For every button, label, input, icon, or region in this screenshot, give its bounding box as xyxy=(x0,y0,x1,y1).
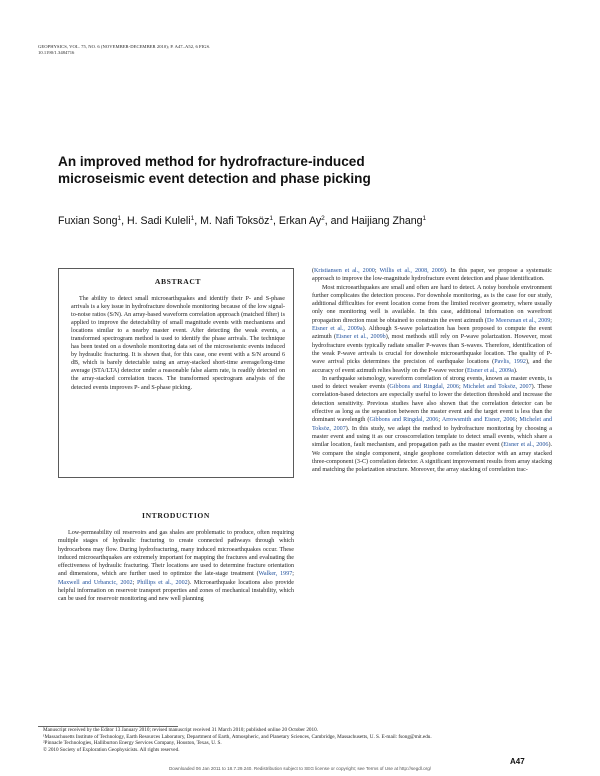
separator: , xyxy=(121,215,127,227)
body-paragraph xyxy=(312,375,552,475)
page-number: A47 xyxy=(510,757,525,766)
journal-citation: GEOPHYSICS, VOL. 75, NO. 6 (NOVEMBER-DECEMBER 2010); P. A47–A52, 6 FIGS. xyxy=(38,44,211,49)
text-run: ; xyxy=(374,268,380,274)
body-paragraph xyxy=(312,284,552,375)
separator: , and xyxy=(324,215,352,227)
text-run: ; xyxy=(515,417,520,424)
affiliation-mark: 1 xyxy=(422,215,427,222)
citation-link[interactable]: Arrowsmith and Eisner, 2006 xyxy=(441,417,516,424)
body-paragraph xyxy=(312,267,552,284)
citation-link[interactable]: Walker, 1997 xyxy=(258,571,293,578)
copyright: © 2010 Society of Exploration Geophysicists. All rights reserved. xyxy=(43,746,180,753)
affiliation-mark: 1 xyxy=(190,215,195,222)
text-run: Low-permeability oil reservoirs and gas shales are problematic to produce, often requiring multiple stages of hydraulic fracturing to create connected pathways through which hydrocarbons may flow. During hydrofracturing, many induced microearthquakes occur. These induced microearthquakes are extremely important for mapping the fractures and evaluating the effectiveness of hydraulic fracturing. Their locations are used to determine fracture orientation and dimensions, which are further used to optimize the late-stage treatment ( xyxy=(58,530,294,578)
affiliation-2: ²Pinnacle Technologies, Halliburton Energy Services Company, Houston, Texas, U. S. xyxy=(43,740,222,747)
title-line-2: microseismic event detection and phase picking xyxy=(58,171,371,186)
separator: , xyxy=(273,215,279,227)
author-name: H. Sadi Kuleli xyxy=(127,215,191,227)
text-run: In earthquake seismology, waveform correlation of strong events, known as master events, is used to detect weaker events ( xyxy=(312,375,552,391)
text-run: Most microearthquakes are small and often are hard to detect. A noisy borehole environment further complicates the detection process. For downhole monitoring, as is the case for our study, additional difficulties for event location come from the limited receiver geometry, where usually only one monitoring well is available. In this case, additional information on wavefront propagation direction must be obtained to constrain the event azimuth ( xyxy=(312,284,552,324)
right-column xyxy=(312,267,552,474)
citation-link[interactable]: Phillips et al., 2002 xyxy=(136,579,188,586)
title-line-1: An improved method for hydrofracture-induced xyxy=(58,154,365,169)
text-run: ). Microearthquake locations also provide helpful information on reservoir transport properties and zones of mechanical instability, which can be used for reservoir monitoring and new well planning xyxy=(58,579,295,603)
text-run: ), and the accuracy of event azimuth relies heavily on the P-wave vector ( xyxy=(312,359,553,374)
text-run: ; xyxy=(292,571,294,578)
footnotes xyxy=(38,727,558,753)
journal-header xyxy=(38,44,378,57)
author-name: Fuxian Song xyxy=(58,215,118,227)
text-run: ), most methods still rely on P-wave polarization. However, most hydrofracture events typically radiate smaller P-waves than S-waves. Therefore, identification of the weak P-wave arrivals is crucial for downhole microearthquake location. The quality of P-wave arrival picks determines the precision of earthquake locations ( xyxy=(312,334,553,366)
text-run: ). We compare the single component, single geophone correlation detector with an array stacked three-component (3-C) correlation detector. A significant improvement results from array stacking and matching the polarization structure. Moreover, the array stacking of correlation trac- xyxy=(312,442,552,474)
citation-link[interactable]: Kristiansen et al., 2000 xyxy=(314,268,375,274)
citation-link[interactable]: Gibbons and Ringdal, 2006 xyxy=(389,384,459,391)
text-run: ; xyxy=(438,417,442,424)
text-run: ). xyxy=(513,367,518,374)
text-run: ; xyxy=(458,384,464,391)
citation-link[interactable]: Michelet and Toksöz, 2007 xyxy=(463,384,532,391)
separator: , xyxy=(194,215,201,227)
affiliation-mark: 2 xyxy=(321,215,325,222)
text-run: ; xyxy=(132,579,137,586)
author-name: Erkan Ay xyxy=(278,215,322,227)
citation-link[interactable]: Willis et al., 2008, 2009 xyxy=(379,268,444,274)
author-name: M. Nafi Toksöz xyxy=(200,215,270,227)
doi: 10.1190/1.3484716 xyxy=(38,50,75,56)
paper-title xyxy=(58,153,538,187)
abstract-box xyxy=(58,268,294,478)
affiliation-mark: 1 xyxy=(269,215,274,222)
citation-link[interactable]: Gibbons and Ringdal, 2006 xyxy=(369,417,439,424)
affiliation-1: ¹Massachusetts Institute of Technology, Earth Resources Laboratory, Department of Earth, Atmospheric, and Planetary Sciences, Cambridge, Massachusetts, U. S. E-mail: fsong@mit.edu. xyxy=(43,733,432,740)
download-note: Downloaded 06 Jan 2011 to 18.7.29.240. Redistribution subject to SEG license or copyright; see Terms of Use at http://segdl.org/ xyxy=(168,766,432,771)
text-run: ( xyxy=(312,268,315,274)
citation-link[interactable]: Maxwell and Urbancic, 2002 xyxy=(58,579,133,586)
citation-link[interactable]: Eisner et al., 2009a xyxy=(466,367,514,374)
introduction-paragraph xyxy=(58,529,294,604)
text-run: ). Although S-wave polarization has been proposed to compute the event azimuth ( xyxy=(312,326,553,341)
citation-link[interactable]: Michelet and Toksöz, 2007 xyxy=(312,417,553,432)
manuscript-dates: Manuscript received by the Editor 13 January 2010; revised manuscript received 31 March 2010; published online 20 October 2010. xyxy=(43,727,319,733)
citation-link[interactable]: Eisner et al., 2009a xyxy=(312,326,363,333)
author-name: Haijiang Zhang xyxy=(351,215,423,227)
text-run: ). In this paper, we propose a systematic approach to improve the low-magnitude hydrofracture event detection and phase identification. xyxy=(312,268,552,283)
text-run: ). In this study, we adapt the method to hydrofracture monitoring by choosing a master event and using it as our crosscorrelation template to detect small events, which share a similar location, fault mechanism, and propagation path as the master event ( xyxy=(312,425,552,449)
affiliation-mark: 1 xyxy=(117,215,122,222)
abstract-text: The ability to detect small microearthquakes and identify their P- and S-phase arrivals is a key issue in hydrofracture downhole monitoring because of the low signal-to-noise ratios (S/N). An array-based waveform correlation approach (matched filter) is applied to improve the detectability of small magnitude events with mechanisms and locations similar to a nearby master event. After detecting the weak events, a transformed spectrogram method is used to identify the phase arrivals. The technique has been tested on a downhole monitoring data set of the microseismic events induced by hydraulic fracturing. It is shown that, for this case, one event with a S/N around 6 dB, which is barely detectable using an array-stacked short-time average/long-time average (STA/LTA) detector under a reasonable false alarm rate, is readily detected on the array-stacked correlation traces. The transformed spectrogram analysis of the detected events improves P- and S-phase picking. xyxy=(71,296,285,391)
text-run: ). These correlation-based detectors are especially useful to lower the detection threshold and increase the detection sensitivity. Previous studies have also shown that the correlation detector can be effective as long as the separation between the master event and the target event is less than the dominant wavelength ( xyxy=(312,384,553,424)
text-run: ; xyxy=(550,317,552,324)
left-column xyxy=(58,529,294,604)
abstract-heading: ABSTRACT xyxy=(154,277,202,286)
citation-link[interactable]: Eisner et al., 2009b xyxy=(336,334,386,341)
citation-link[interactable]: De Meersman et al., 2009 xyxy=(486,317,551,324)
citation-link[interactable]: Pavlis, 1992 xyxy=(494,359,526,366)
citation-link[interactable]: Eisner et al., 2006 xyxy=(503,442,549,449)
author-list xyxy=(58,214,578,228)
introduction-heading: INTRODUCTION xyxy=(142,511,210,520)
